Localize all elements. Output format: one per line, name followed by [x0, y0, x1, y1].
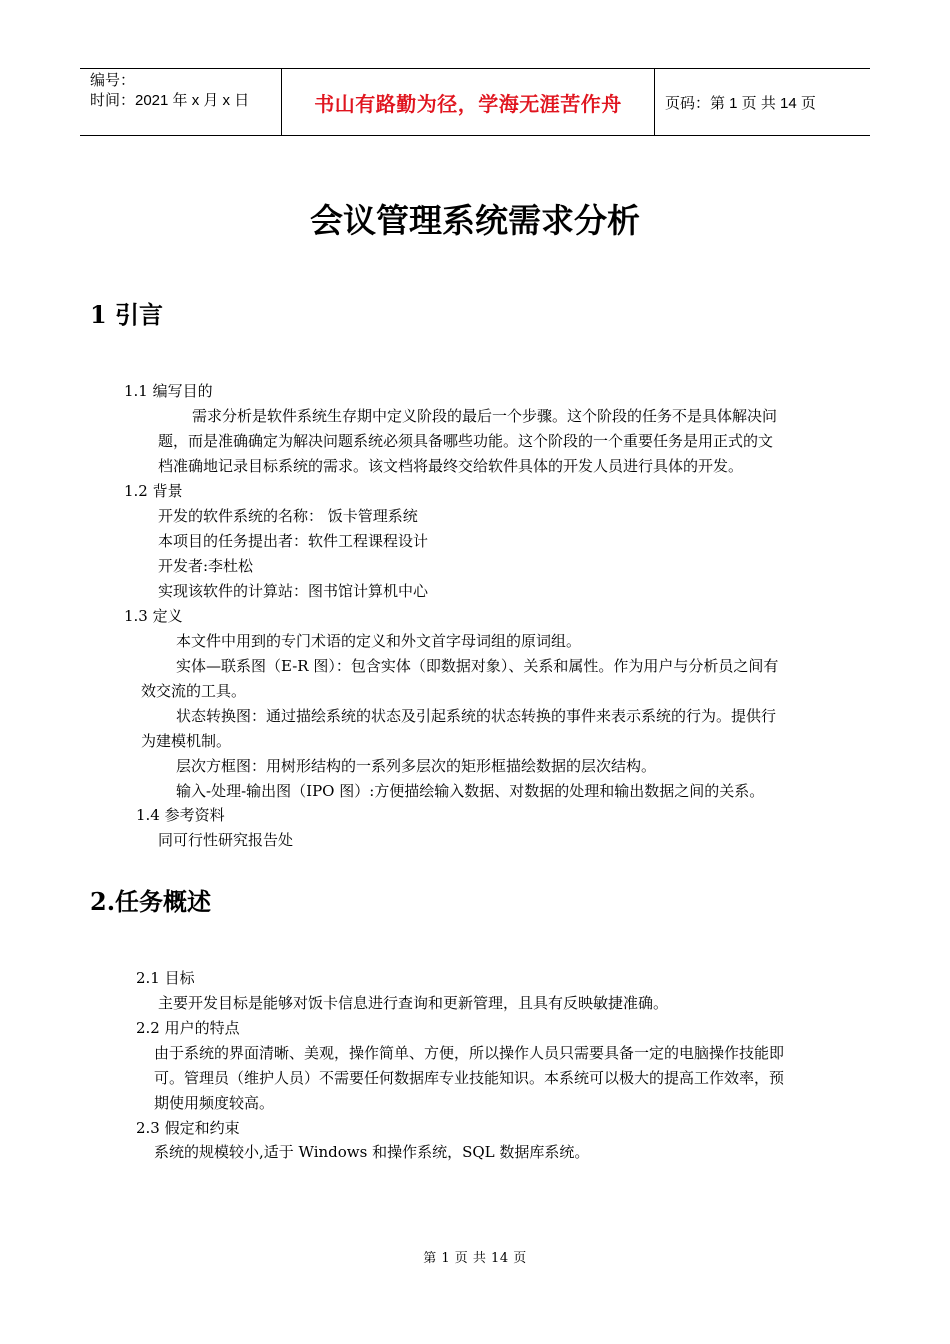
header-page-info: 页码：第 1 页 共 14 页 [665, 94, 816, 112]
header-motto: 书山有路勤为径，学海无涯苦作舟 [282, 69, 655, 135]
definition-text: 状态转换图：通过描绘系统的状态及引起系统的状态转换的事件来表示系统的行为。提供行 [176, 707, 777, 725]
background-item: 实现该软件的计算站：图书馆计算机中心 [158, 582, 429, 600]
section-1-1-text: 需求分析是软件系统生存期中定义阶段的最后一个步骤。这个阶段的任务不是具体解决问 [192, 407, 778, 425]
document-title: 会议管理系统需求分析 [310, 201, 640, 240]
section-1-3-title: 1.3 定义 [124, 607, 183, 625]
section-1-4-title: 1.4 参考资料 [136, 806, 225, 824]
section-1-1-text: 题，而是准确确定为解决问题系统必须具备哪些功能。这个阶段的一个重要任务是用正式的文 [158, 432, 774, 450]
definition-text: 输入-处理-输出图（IPO 图）:方便描绘输入数据、对数据的处理和输出数据之间的关系。 [176, 782, 765, 800]
section-1-heading: 1 引言 [90, 300, 164, 329]
header-date-label: 时间：2021 年 x 月 x 日 [90, 92, 250, 109]
header-meta-cell [80, 69, 282, 135]
background-item: 开发的软件系统的名称： 饭卡管理系统 [158, 507, 418, 525]
page-header-table [80, 68, 870, 136]
constraints-text: 系统的规模较小,适于 Windows 和操作系统，SQL 数据库系统。 [154, 1143, 590, 1161]
goal-text: 主要开发目标是能够对饭卡信息进行查询和更新管理，且具有反映敏捷准确。 [158, 994, 669, 1012]
user-traits-text: 可。管理员（维护人员）不需要任何数据库专业技能知识。本系统可以极大的提高工作效率，预 [154, 1069, 785, 1087]
section-1-1-text: 档准确地记录目标系统的需求。该文档将最终交给软件具体的开发人员进行具体的开发。 [158, 457, 744, 475]
section-1-1-title: 1.1 编写目的 [124, 382, 213, 400]
page-footer: 第 1 页 共 14 页 [423, 1251, 527, 1266]
section-2-3-title: 2.3 假定和约束 [136, 1119, 240, 1137]
reference-text: 同可行性研究报告处 [158, 831, 294, 849]
definition-text: 本文件中用到的专门术语的定义和外文首字母词组的原词组。 [176, 632, 582, 650]
section-1-2-title: 1.2 背景 [124, 482, 183, 500]
section-2-2-title: 2.2 用户的特点 [136, 1019, 240, 1037]
section-2-1-title: 2.1 目标 [136, 969, 195, 987]
background-item: 开发者:李杜松 [158, 557, 254, 575]
definition-text: 效交流的工具。 [141, 682, 247, 700]
background-item: 本项目的任务提出者：软件工程课程设计 [158, 532, 429, 550]
definition-text: 层次方框图：用树形结构的一系列多层次的矩形框描绘数据的层次结构。 [176, 757, 657, 775]
section-2-heading: 2.任务概述 [90, 887, 212, 916]
user-traits-text: 期使用频度较高。 [154, 1094, 275, 1112]
definition-text: 实体—联系图（E-R 图）：包含实体（即数据对象）、关系和属性。作为用户与分析员之间有 [176, 657, 779, 675]
user-traits-text: 由于系统的界面清晰、美观，操作简单、方便，所以操作人员只需要具备一定的电脑操作技能即 [154, 1044, 785, 1062]
definition-text: 为建模机制。 [141, 732, 232, 750]
header-number-label: 编号： [90, 72, 136, 89]
